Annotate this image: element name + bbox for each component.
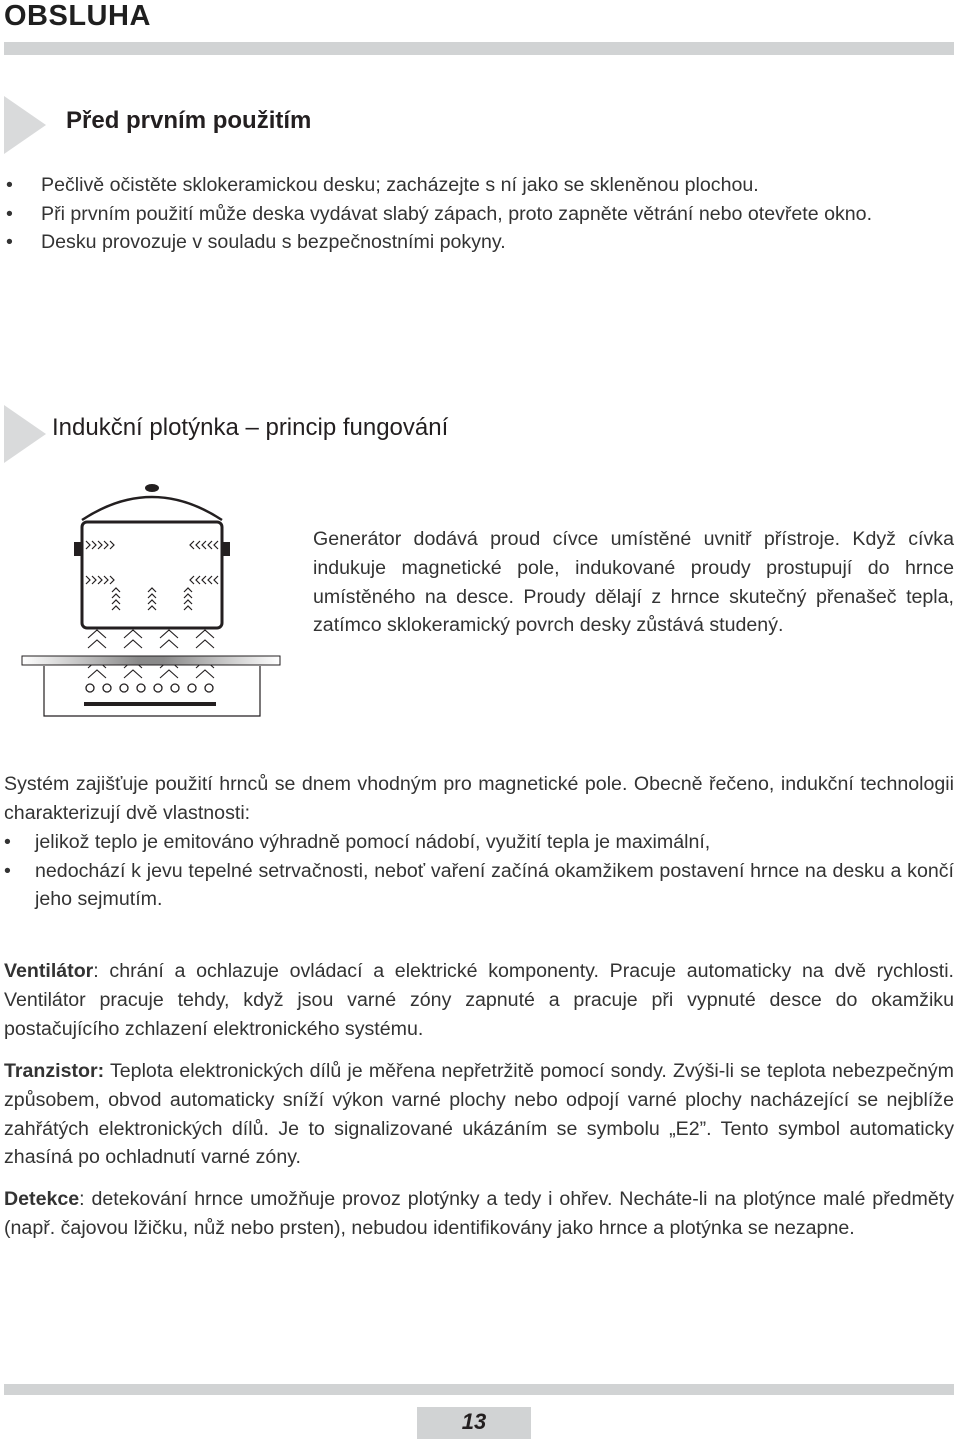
section-arrow-icon: [4, 405, 46, 463]
detekce-label: Detekce: [4, 1188, 80, 1210]
footer-divider: [4, 1384, 954, 1395]
header-divider: [4, 42, 954, 55]
list-item: • nedochází k jevu tepelné setrvačnosti, neboť vaření začíná okamžikem postavení hrnce na desku a končí jeho sejmutím.: [0, 857, 954, 914]
tranzistor-text: Teplota elektronických dílů je měřena nepřetržitě pomocí sondy. Zvýši-li se teplota nebezpečným způsobem, obvod automaticky sníží výkon varné plochy nebo odpojí varné plochy nacházející se nejblíže zahřátých elektronických dílů. Je to signalizované ukázáním se symbolu „E2”. Tento symbol automaticky zhasíná po ochladnutí varné zóny.: [4, 1060, 954, 1169]
ventilator-text: : chrání a ochlazuje ovládací a elektrické komponenty. Pracuje automaticky na dvě rychlosti. Ventilátor pracuje tehdy, když jsou varné zóny zapnuté a pracuje při vypnuté desce do okamžiku postačujícího zchlazení elektronického systému.: [4, 960, 954, 1040]
section-heading-induction: Indukční plotýnka – princip fungování: [52, 414, 449, 441]
section-heading-first-use: Před prvním použitím: [66, 107, 312, 134]
generator-paragraph: Generátor dodává proud cívce umístěné uvnitř přístroje. Když cívka indukuje magnetické pole, indukované proudy prostupují do hrnce umístěného na desce. Proudy dělají z hrnce skutečný přenašeč tepla, zatímco sklokeramický povrch desky zůstává studený.: [313, 528, 954, 637]
list-item: • jelikož teplo je emitováno výhradně pomocí nádobí, využití tepla je maximální,: [0, 828, 954, 857]
system-paragraph: Systém zajišťuje použití hrnců se dnem vhodným pro magnetické pole. Obecně řečeno, indukční technologii charakterizují dvě vlastnosti:: [4, 773, 954, 824]
induction-diagram: [18, 480, 282, 722]
list-item: • Desku provozuje v souladu s bezpečnostními pokyny.: [0, 228, 960, 257]
tranzistor-label: Tranzistor:: [4, 1060, 105, 1082]
list-item: • Při prvním použití může deska vydávat slabý zápach, proto zapněte větrání nebo otevřete okno.: [0, 200, 960, 229]
tranzistor-paragraph: [4, 1057, 954, 1172]
ventilator-label: Ventilátor: [4, 960, 94, 982]
first-use-bullet-list: [0, 171, 960, 257]
detekce-text: : detekování hrnce umožňuje provoz plotýnky a tedy i ohřev. Necháte-li na plotýnce malé předměty (např. čajovou lžičku, nůž nebo prsten), nebudou identifikovány jako hrnce a plotýnka se nezapne.: [4, 1188, 954, 1239]
ventilator-paragraph: [4, 957, 954, 1043]
page-number: 13: [461, 1409, 487, 1434]
page-title: OBSLUHA: [4, 0, 151, 32]
list-item: • Pečlivě očistěte sklokeramickou desku; zacházejte s ní jako se skleněnou plochou.: [0, 171, 960, 200]
induction-properties-list: [0, 828, 954, 914]
detekce-paragraph: [4, 1185, 954, 1243]
section-arrow-icon: [4, 96, 46, 154]
